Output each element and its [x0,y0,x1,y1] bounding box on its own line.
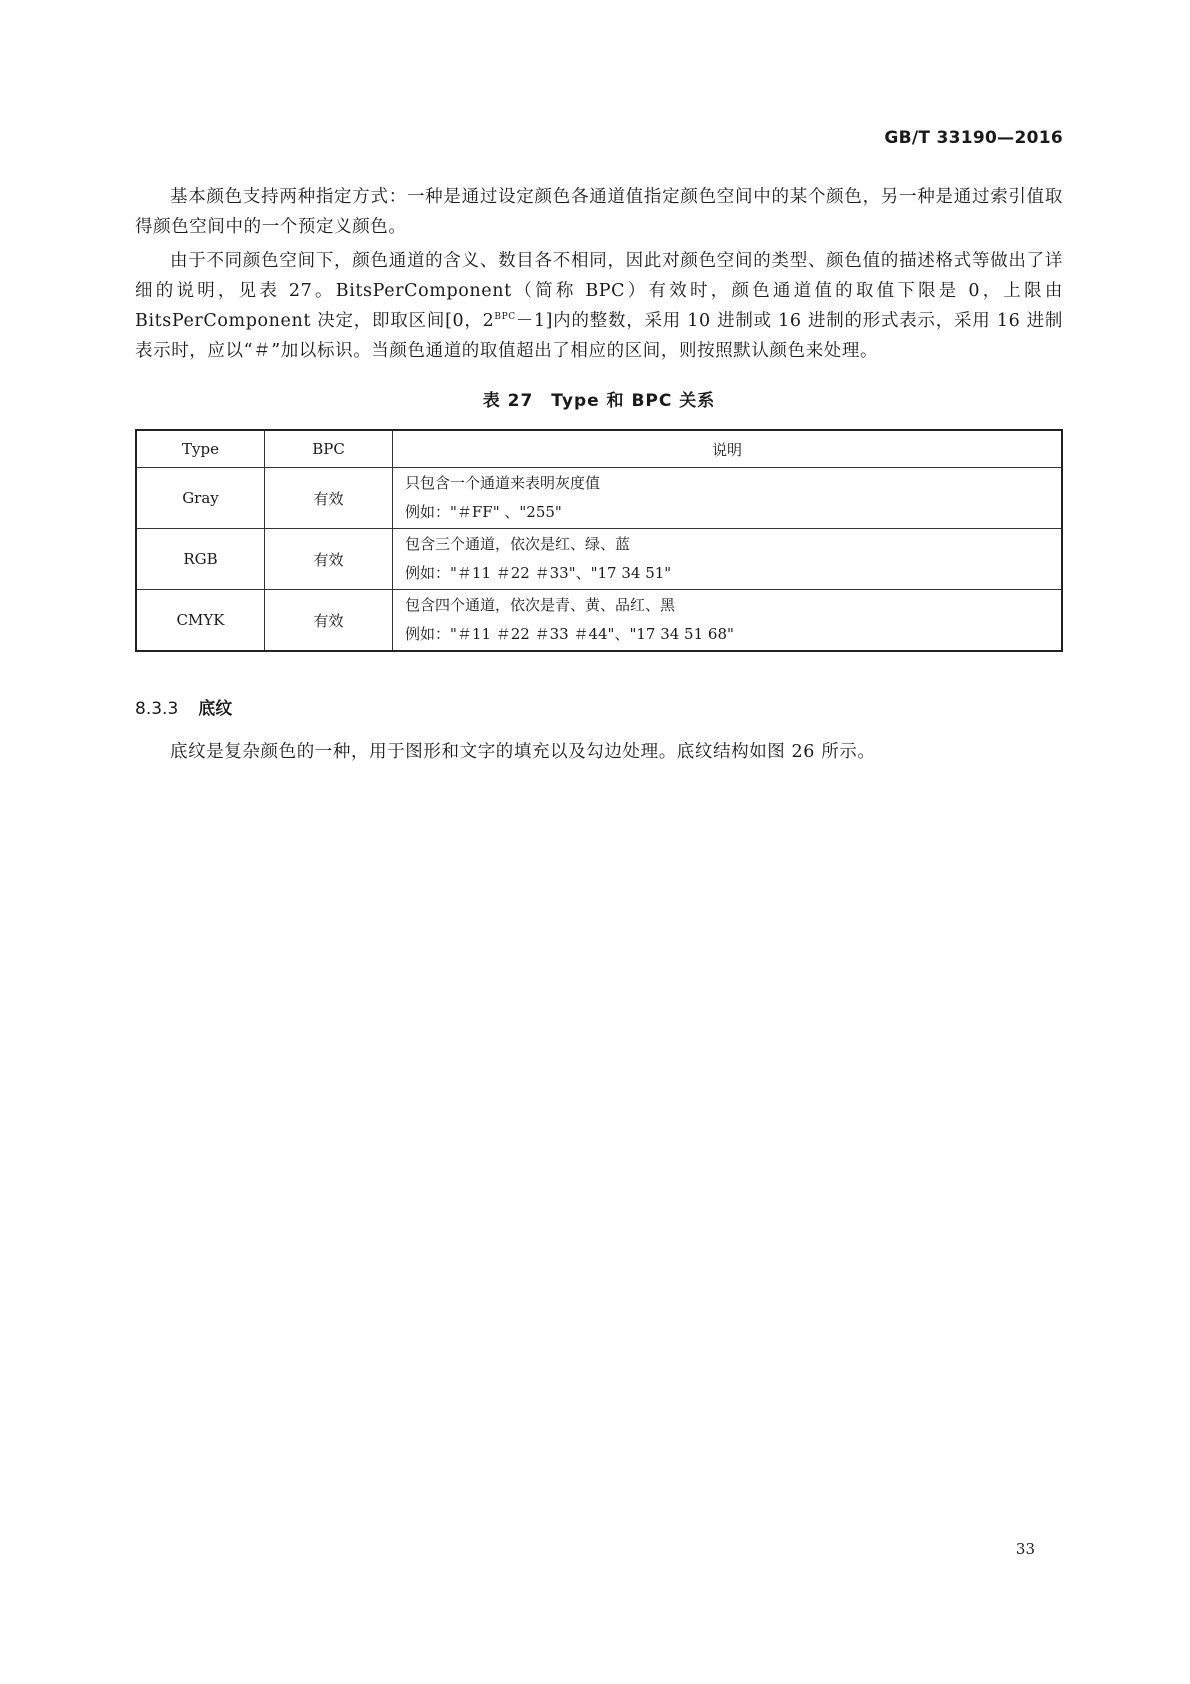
paragraph-shading: 底纹是复杂颜色的一种，用于图形和文字的填充以及勾边处理。底纹结构如图 26 所示。 [170,742,876,762]
standard-number: GB/T 33190—2016 [884,128,1063,148]
cell-bpc: 有效 [265,529,393,590]
cell-type: CMYK [136,590,265,652]
header-bpc: BPC [265,430,393,468]
desc-line: 只包含一个通道来表明灰度值 [405,474,601,492]
desc-example: 例如："＃11 ＃22 ＃33 ＃44"、"17 34 51 68" [405,625,734,643]
section-heading [135,694,1063,719]
paragraph-text-part1: 由于不同颜色空间下，颜色通道的含义、数目各不相同，因此对颜色空间的类型、颜色值的描述格式等做出了详细的说明，见表 27。BitsPerComponent（简称 BPC）有效时，颜色通道值的取值下限是 0，上限由 BitsPerComponent 决定，即取区间[0，2 [135,251,1063,331]
page-content [135,182,1063,771]
section-title: 底纹 [198,699,233,719]
paragraph-text-part2: －1]内的整数，采用 10 进制或 16 进制的形式表示，采用 16 进制表示时，应以“＃”加以标识。当颜色通道的取值超出了相应的区间，则按照默认颜色来处理。 [135,311,1064,361]
page-number: 33 [1015,1540,1035,1558]
desc-line: 包含三个通道，依次是红、绿、蓝 [405,535,631,553]
table-row [136,590,1062,652]
cell-desc [393,590,1063,652]
table-row [136,468,1062,529]
paragraph-basic-color: 基本颜色支持两种指定方式：一种是通过设定颜色各通道值指定颜色空间中的某个颜色，另一种是通过索引值取得颜色空间中的一个预定义颜色。 [135,187,1063,237]
cell-bpc: 有效 [265,590,393,652]
table-row [136,529,1062,590]
desc-example: 例如："＃FF" 、"255" [405,503,562,521]
cell-type: RGB [136,529,265,590]
section-number: 8.3.3 [135,699,179,719]
bpc-superscript: BPC [494,312,516,323]
type-bpc-table [135,429,1063,652]
cell-desc [393,468,1063,529]
cell-type: Gray [136,468,265,529]
paragraph-color-channels [135,246,1063,366]
header-desc: 说明 [393,430,1063,468]
desc-line: 包含四个通道，依次是青、黄、品红、黑 [405,596,676,614]
cell-desc [393,529,1063,590]
table-caption: 表 27 Type 和 BPC 关系 [482,391,716,411]
header-type: Type [136,430,265,468]
cell-bpc: 有效 [265,468,393,529]
desc-example: 例如："＃11 ＃22 ＃33"、"17 34 51" [405,564,672,582]
table-header-row [136,430,1062,468]
